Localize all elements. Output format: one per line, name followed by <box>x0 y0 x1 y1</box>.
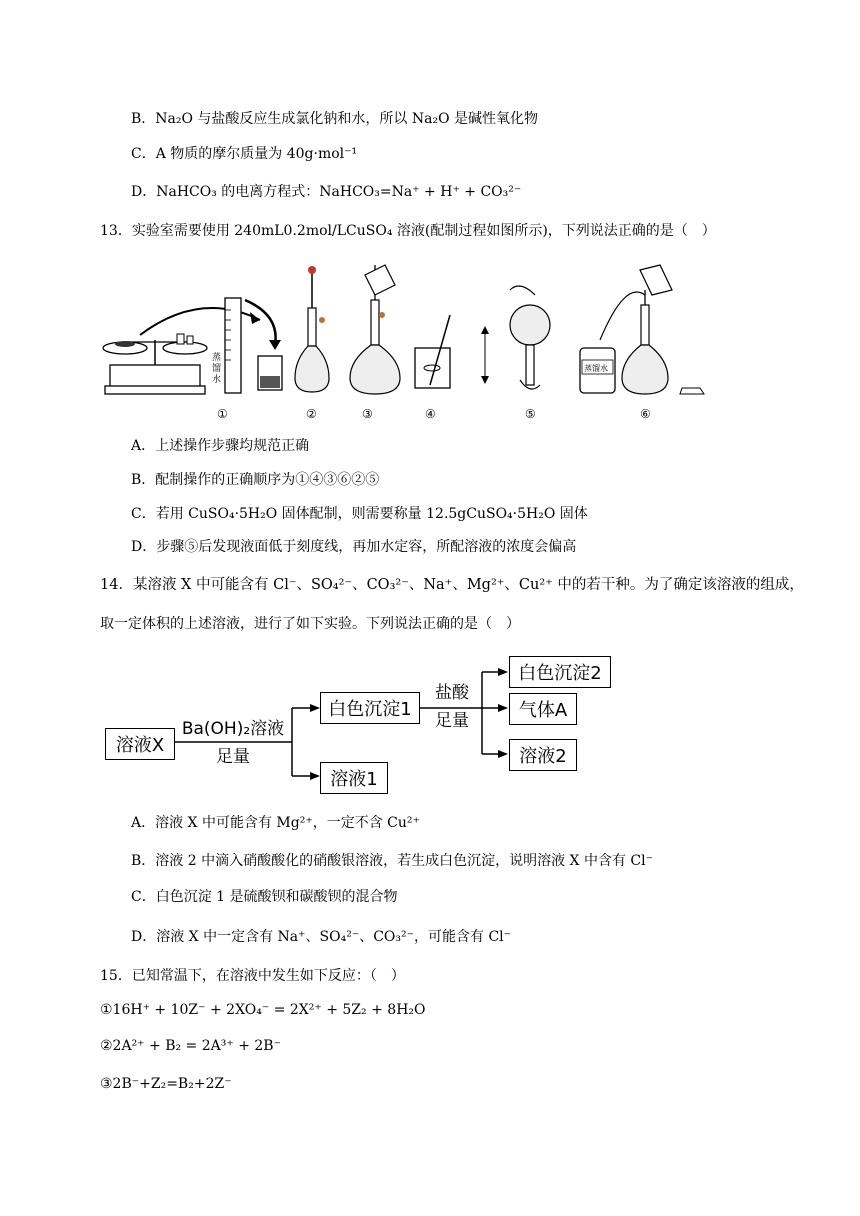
beaker-stirring-icon <box>415 315 450 388</box>
q13-stem: 13．实验室需要使用 240mL0.2mol/LCuSO₄ 溶液(配制过程如图所示)，下列说法正确的是（ ） <box>100 223 716 239</box>
flask-inverting-icon <box>510 286 550 389</box>
q15-reaction-2: ②2A²⁺ + B₂ = 2A³⁺ + 2B⁻ <box>100 1038 281 1054</box>
reagent1-amount: 足量 <box>216 747 250 767</box>
double-arrow-icon <box>481 326 489 384</box>
q13-option-c: C．若用 CuSO₄·5H₂O 固体配制，则需要称量 12.5gCuSO₄·5H₂O 固体 <box>131 506 588 522</box>
q15-reaction-3: ③2B⁻+Z₂=B₂+2Z⁻ <box>100 1076 232 1092</box>
reagent2-amount: 足量 <box>435 711 469 731</box>
q14-option-d: D．溶液 X 中一定含有 Na⁺、SO₄²⁻、CO₃²⁻，可能含有 Cl⁻ <box>131 929 512 945</box>
q12-option-d: D．NaHCO₃ 的电离方程式：NaHCO₃=Na⁺ + H⁺ + CO₃²⁻ <box>131 184 522 200</box>
volumetric-flask-dropper-icon <box>295 266 329 392</box>
reagent1-label: Ba(OH)₂溶液 <box>181 719 285 739</box>
bottle-and-flask-icon <box>580 265 704 394</box>
solution-preparation-figure <box>100 260 720 430</box>
q14-option-a: A．溶液 X 中可能含有 Mg²⁺，一定不含 Cu²⁺ <box>131 815 420 831</box>
q15-reaction-1: ①16H⁺ + 10Z⁻ + 2XO₄⁻ = 2X²⁺ + 5Z₂ + 8H₂O <box>100 1002 426 1018</box>
step-label-5: ⑤ <box>525 407 536 421</box>
q13-option-a: A．上述操作步骤均规范正确 <box>131 438 310 454</box>
q12-option-c: C．A 物质的摩尔质量为 40g·mol⁻¹ <box>131 146 358 162</box>
q15-stem: 15．已知常温下，在溶液中发生如下反应：（ ） <box>100 968 405 984</box>
water-bottle-label: 蒸馏水 <box>584 364 608 373</box>
measuring-cylinder-icon <box>212 298 282 393</box>
step-label-1: ① <box>217 407 228 421</box>
svg-text:馏: 馏 <box>212 364 222 374</box>
q12-option-b: B．Na₂O 与盐酸反应生成氯化钠和水，所以 Na₂O 是碱性氧化物 <box>131 111 539 127</box>
box-precipitate-2: 白色沉淀2 <box>509 656 611 688</box>
reagent2-label: 盐酸 <box>435 683 469 703</box>
box-solution-1: 溶液1 <box>320 762 388 794</box>
q13-option-b: B．配制操作的正确顺序为①④③⑥②⑤ <box>131 472 380 488</box>
q14-stem-line1: 14．某溶液 X 中可能含有 Cl⁻、SO₄²⁻、CO₃²⁻、Na⁺、Mg²⁺、Cu²⁺ 中的若干种。为了确定该溶液的组成， <box>100 577 804 593</box>
svg-text:蒸: 蒸 <box>212 353 222 363</box>
q14-stem-line2: 取一定体积的上述溶液，进行了如下实验。下列说法正确的是（ ） <box>100 616 520 632</box>
step-labels <box>217 407 651 421</box>
step-label-4: ④ <box>425 407 436 421</box>
volumetric-flask-pour-icon <box>350 265 400 394</box>
box-precipitate-1: 白色沉淀1 <box>320 692 420 724</box>
q14-option-c: C．白色沉淀 1 是硫酸钡和碳酸钡的混合物 <box>131 889 398 905</box>
step-label-3: ③ <box>362 407 373 421</box>
box-solution-x: 溶液X <box>105 728 175 760</box>
step-label-6: ⑥ <box>640 407 651 421</box>
q13-option-d: D．步骤⑤后发现液面低于刻度线，再加水定容，所配溶液的浓度会偏高 <box>131 539 577 555</box>
q14-option-b: B．溶液 2 中滴入硝酸酸化的硝酸银溶液，若生成白色沉淀，说明溶液 X 中含有 Cl⁻ <box>131 853 653 869</box>
experiment-flowchart <box>100 650 620 800</box>
svg-text:水: 水 <box>212 375 222 385</box>
box-gas-a: 气体A <box>509 693 577 725</box>
step-label-2: ② <box>306 407 317 421</box>
box-solution-2: 溶液2 <box>509 739 577 771</box>
